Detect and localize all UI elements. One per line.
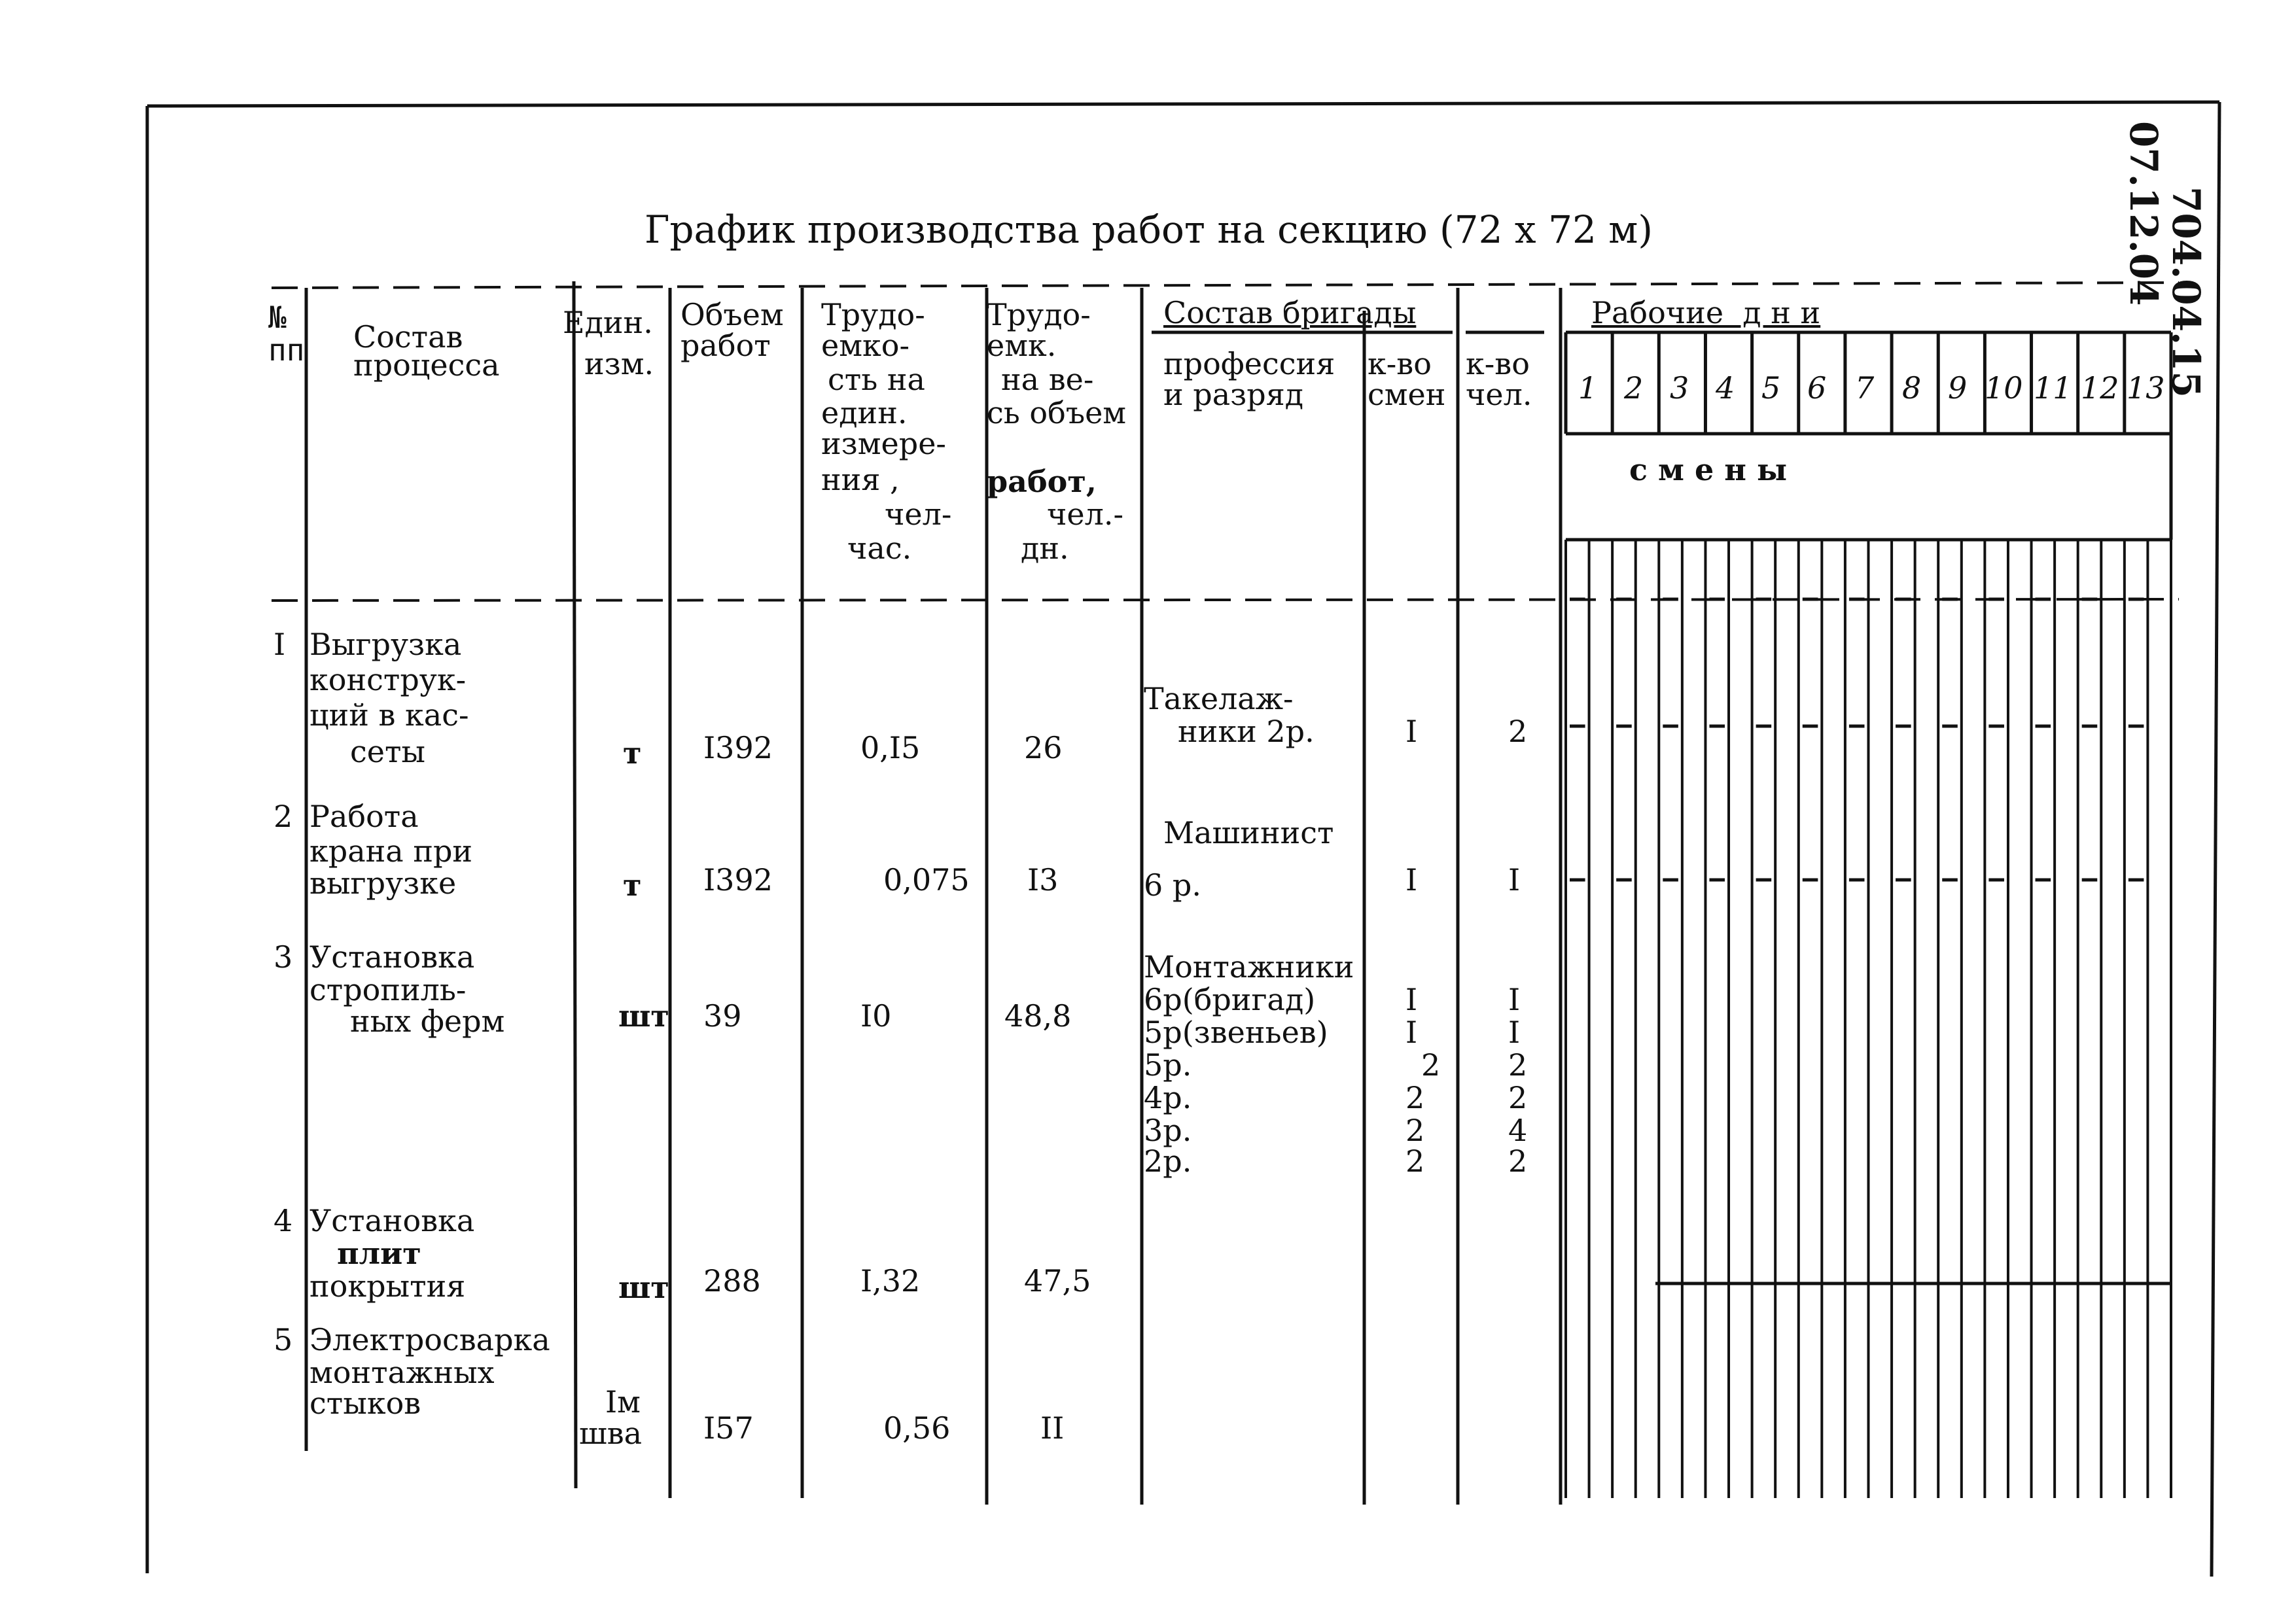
header-labor-unit-4: един. — [821, 395, 908, 430]
row-2-profession-2: 6 р. — [1144, 867, 1201, 903]
header-people-1: к-во — [1466, 346, 1530, 381]
header-labor-total-7: дн. — [1021, 531, 1069, 566]
header-labor-unit-6: ния , — [821, 462, 900, 497]
header-volume-2: работ — [680, 328, 771, 363]
row-3-labor-unit: I0 — [860, 998, 892, 1034]
row-5-labor-total: II — [1040, 1410, 1065, 1446]
col-sep-process — [574, 281, 576, 1488]
header-working-days: Рабочие д н и — [1591, 295, 1821, 330]
row-2-num: 2 — [274, 799, 293, 834]
row-3-people-1: I — [1508, 982, 1521, 1017]
row-2-unit: т — [623, 867, 642, 903]
row-4-process-3: покрытия — [309, 1268, 466, 1304]
row-3-people-2: I — [1508, 1015, 1521, 1050]
header-volume-1: Объем — [680, 297, 784, 332]
row-1-volume: I392 — [703, 730, 773, 765]
row-3-labor-total: 48,8 — [1004, 998, 1072, 1034]
header-process-1: Состав — [353, 319, 463, 355]
row-3-profession-6: 3р. — [1144, 1113, 1192, 1148]
row-3-people-3: 2 — [1508, 1047, 1528, 1083]
frame-top-line — [147, 102, 2219, 106]
row-3-profession-5: 4р. — [1144, 1080, 1192, 1115]
day-3: 3 — [1670, 370, 1689, 406]
row-5-volume: I57 — [703, 1410, 754, 1446]
header-labor-unit-3: сть на — [828, 362, 925, 397]
row-4-unit: шт — [618, 1270, 669, 1305]
header-labor-unit-5: измере- — [821, 426, 946, 461]
row-3-profession-2: 6р(бригад) — [1144, 982, 1316, 1017]
row-5-process-2: монтажных — [309, 1355, 495, 1390]
header-shifts-1: к-во — [1368, 346, 1432, 381]
row-4-labor-total: 47,5 — [1024, 1263, 1091, 1299]
day-7: 7 — [1855, 370, 1875, 406]
day-9: 9 — [1948, 370, 1968, 406]
header-unit-1: Един. — [563, 305, 653, 340]
row-3-shifts-2: I — [1405, 1015, 1418, 1050]
header-profession-1: профессия — [1163, 346, 1335, 381]
row-1-labor-total: 26 — [1024, 730, 1063, 765]
day-6: 6 — [1807, 370, 1827, 406]
header-labor-total-1: Трудо- — [987, 297, 1091, 332]
row-3-shifts-5: 2 — [1405, 1113, 1425, 1148]
row-4-process-2: плит — [337, 1236, 421, 1271]
header-num-2: пп — [268, 332, 305, 368]
header-labor-total-4: сь объем — [987, 395, 1127, 430]
row-1-num: I — [274, 627, 286, 662]
row-3-shifts-3: 2 — [1421, 1047, 1441, 1083]
header-profession-2: и разряд — [1163, 377, 1304, 412]
doc-code-primary: 704.04.15 — [2164, 186, 2208, 398]
frame-right-line — [2212, 102, 2219, 1577]
row-1-process-3: ций в кас- — [309, 697, 469, 733]
row-1-process-2: конструк- — [309, 662, 467, 697]
row-3-unit: шт — [618, 998, 669, 1034]
header-labor-total-5: работ, — [987, 464, 1097, 499]
row-3-shifts-1: I — [1405, 982, 1418, 1017]
row-3-process-3: ных ферм — [350, 1003, 505, 1039]
row-1-process-4: сеты — [350, 734, 426, 769]
row-3-volume: 39 — [703, 998, 742, 1034]
day-10: 10 — [1985, 370, 2023, 406]
header-people-2: чел. — [1466, 377, 1532, 412]
row-2-process-3: выгрузке — [309, 865, 457, 901]
day-13: 13 — [2127, 370, 2165, 406]
page-title: График производства работ на секцию (72 x 72 м) — [645, 207, 1653, 252]
header-labor-total-3: на ве- — [1001, 362, 1094, 397]
row-3-num: 3 — [274, 939, 293, 975]
header-brigade: Состав бригады — [1163, 295, 1417, 330]
row-4-num: 4 — [274, 1203, 293, 1238]
row-1-process-1: Выгрузка — [309, 627, 462, 662]
row-2-people: I — [1508, 862, 1521, 898]
day-12: 12 — [2081, 370, 2119, 406]
row-3-people-5: 4 — [1508, 1113, 1528, 1148]
header-unit-2: изм. — [584, 346, 654, 381]
row-2-profession-1: Машинист — [1163, 815, 1334, 850]
row-2-labor-total: I3 — [1027, 862, 1059, 898]
header-process-2: процесса — [353, 347, 500, 383]
row-5-num: 5 — [274, 1322, 293, 1357]
row-3-process-2: стропиль- — [309, 972, 467, 1007]
row-4-volume: 288 — [703, 1263, 761, 1299]
row-3-people-6: 2 — [1508, 1143, 1528, 1179]
day-1: 1 — [1578, 370, 1598, 406]
row-5-unit-2: шва — [579, 1416, 643, 1451]
row-4-labor-unit: I,32 — [860, 1263, 921, 1299]
header-labor-total-6: чел.- — [1047, 497, 1124, 532]
row-3-profession-7: 2р. — [1144, 1143, 1192, 1179]
header-num-1: № — [268, 300, 287, 335]
doc-code-date: 07.12.04 — [2121, 121, 2166, 306]
row-1-unit: т — [623, 735, 642, 771]
row-2-process-2: крана при — [309, 833, 473, 869]
header-labor-unit-7: чел- — [885, 497, 952, 532]
header-labor-total-2: емк. — [987, 328, 1057, 363]
row-1-profession-2: ники 2р. — [1178, 714, 1315, 749]
row-1-people: 2 — [1508, 714, 1528, 749]
row-1-profession-1: Такелаж- — [1144, 681, 1294, 716]
header-shifts-label: с м е н ы — [1629, 452, 1788, 487]
row-2-shifts: I — [1405, 862, 1418, 898]
row-2-volume: I392 — [703, 862, 773, 898]
row-3-profession-1: Монтажники — [1144, 949, 1354, 985]
row-3-profession-4: 5р. — [1144, 1047, 1192, 1083]
day-4: 4 — [1716, 370, 1735, 406]
row-5-process-1: Электросварка — [309, 1322, 550, 1357]
row-3-process-1: Установка — [309, 939, 475, 975]
row-5-unit-1: Iм — [605, 1384, 641, 1420]
header-dashed-top — [272, 283, 2179, 288]
header-labor-unit-1: Трудо- — [821, 297, 925, 332]
row-3-shifts-4: 2 — [1405, 1080, 1425, 1115]
day-5: 5 — [1761, 370, 1781, 406]
row-3-people-4: 2 — [1508, 1080, 1528, 1115]
row-3-profession-3: 5р(звеньев) — [1144, 1015, 1328, 1050]
day-8: 8 — [1902, 370, 1922, 406]
row-4-process-1: Установка — [309, 1203, 475, 1238]
day-11: 11 — [2034, 370, 2072, 406]
row-1-labor-unit: 0,I5 — [860, 730, 921, 765]
row-5-process-3: стыков — [309, 1386, 421, 1421]
row-1-shifts: I — [1405, 714, 1418, 749]
row-3-shifts-6: 2 — [1405, 1143, 1425, 1179]
header-labor-unit-2: емко- — [821, 328, 910, 363]
row-2-labor-unit: 0,075 — [883, 862, 970, 898]
header-labor-unit-8: час. — [847, 531, 912, 566]
header-shifts-2: смен — [1368, 377, 1446, 412]
row-5-labor-unit: 0,56 — [883, 1410, 951, 1446]
day-2: 2 — [1624, 370, 1644, 406]
row-2-process-1: Работа — [309, 799, 419, 834]
